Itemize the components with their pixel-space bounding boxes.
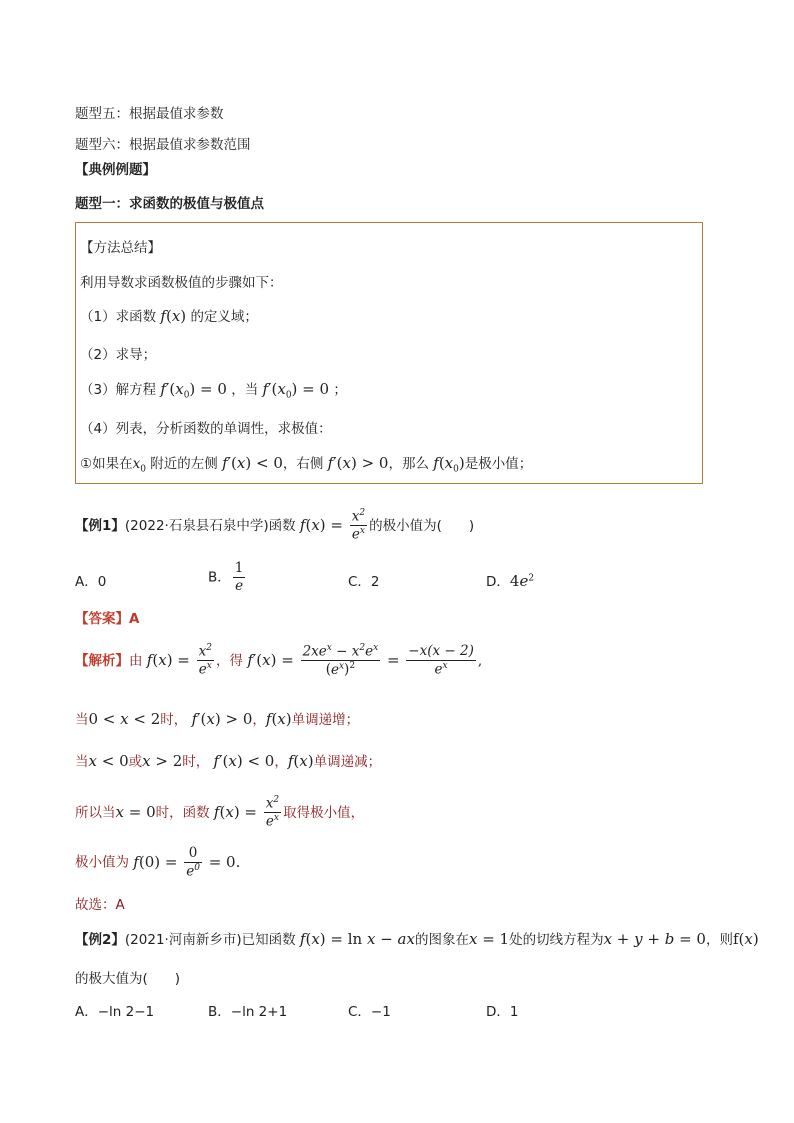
step1-pre: （1）求函数 [80, 309, 157, 325]
example-1-question: 【例1】(2022·石泉县石泉中学)函数 f(x) = $\frac{x^2}{e^x}$ 的极小值为( ) [75, 508, 475, 543]
option-a: A．0 [75, 574, 107, 590]
analysis-min-value: 极小值为 f(0) = $\frac{0}{e^0}$ = 0. [75, 845, 241, 880]
rule-mid1: 附近的左侧 [150, 456, 218, 472]
example-1-source: (2022·石泉县石泉中学)函数 [124, 517, 296, 534]
example-2-tag: 【例2】 [75, 932, 125, 948]
method-step-2: （2）求导； [80, 347, 157, 363]
option-b: B． $\frac{1}{e}$ [208, 560, 244, 594]
example-2-option-b: B．−ln 2+1 [208, 1004, 288, 1020]
example-1-tag: 【例1】 [75, 517, 125, 534]
example-2-option-c: C．−1 [348, 1004, 391, 1020]
analysis-tag: 【解析】 [75, 652, 129, 669]
method-title: 【方法总结】 [80, 240, 161, 256]
method-rule: ①如果在$x_0$ 附近的左侧 f′(x) < 0，右侧 f′(x) > 0，那么 $f(x_0)$是极小值； [80, 454, 533, 475]
example-2-option-d: D．1 [486, 1004, 519, 1020]
method-summary-box [75, 222, 703, 484]
option-c: C．2 [348, 574, 380, 590]
example-2-question-line2: 的极大值为( ) [75, 971, 181, 987]
example-1-analysis: 【解析】由 f(x) = $\frac{x^2}{e^x}$ ，得 f′(x) = $\frac{2xe^x - x^2e^x}{(e^x)^2}$ = $\frac{-x(x - 2)}{e^x}$ , [75, 643, 483, 678]
step1-formula: f [160, 307, 166, 325]
example-2-option-a: A．−ln 2−1 [75, 1004, 155, 1020]
example-1-answer: 【答案】A [75, 611, 140, 627]
topic-1-title: 题型一：求函数的极值与极值点 [75, 196, 264, 212]
analysis-conclusion: 所以当x = 0时，函数 f(x) = $\frac{x^2}{e^x}$ 取得极小值， [75, 795, 365, 830]
example-2-question: 【例2】(2021·河南新乡市)已知函数 f(x) = ln x − ax的图象在x = 1处的切线方程为x + y + b = 0，则f(x) [75, 930, 759, 948]
step1-post: 的定义域； [190, 309, 258, 325]
method-step-3: （3）解方程 $f'(x_0) = 0$ ，当 $f'(x_0) = 0$ ； [80, 380, 347, 401]
method-intro: 利用导数求函数极值的步骤如下： [80, 275, 283, 291]
rule-post: 是极小值； [464, 456, 533, 472]
outline-item-6: 题型六：根据最值求参数范围 [75, 137, 251, 153]
example-1-question-post: 的极小值为( ) [369, 517, 475, 534]
analysis-case-1: 当0 < x < 2时， f′(x) > 0，f(x)单调递增； [75, 710, 360, 728]
rule-mid3: ，那么 [388, 456, 429, 472]
rule-pre: ①如果在 [80, 456, 133, 472]
method-step-4: （4）列表，分析函数的单调性，求极值： [80, 421, 332, 437]
step3-mid: ，当 [231, 382, 259, 398]
section-header: 【典例例题】 [75, 162, 156, 178]
option-d: D．$4e^2$ [486, 572, 535, 590]
rule-mid2: ，右侧 [282, 456, 324, 472]
step3-pre: （3）解方程 [80, 382, 157, 398]
step3-post: ； [333, 382, 347, 398]
analysis-choose: 故选：A [75, 897, 125, 913]
analysis-case-2: 当x < 0或x > 2时， f′(x) < 0，f(x)单调递减； [75, 752, 382, 770]
method-step-1: （1）求函数 f(x) 的定义域； [80, 307, 258, 325]
outline-item-5: 题型五：根据最值求参数 [75, 106, 224, 122]
